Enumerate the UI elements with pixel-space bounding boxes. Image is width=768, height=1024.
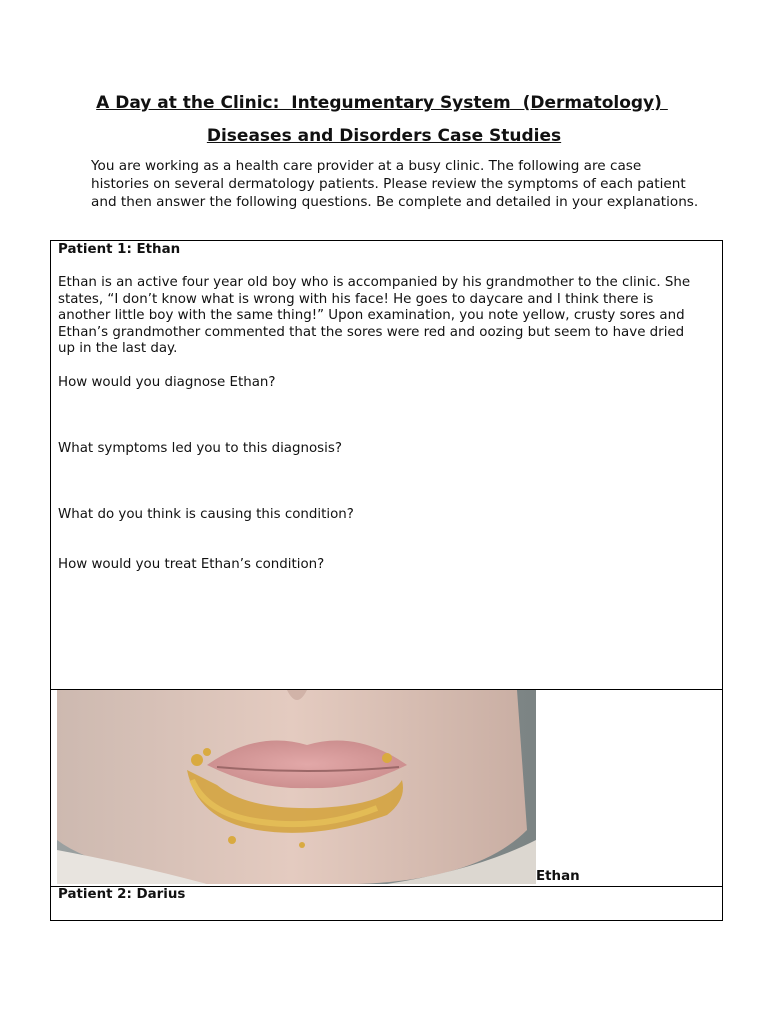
story-line: up in the last day. xyxy=(58,341,178,356)
question-diagnose: How would you diagnose Ethan? xyxy=(58,375,276,390)
intro-paragraph: You are working as a health care provider at a busy clinic. The following are case histories on several dermatology patients. Please review the symptoms of each patient and then answer the following questions. Be complete and detailed in your explanations. xyxy=(91,158,699,210)
document-subtitle: Diseases and Disorders Case Studies xyxy=(206,126,562,146)
story-line: Ethan is an active four year old boy who is accompanied by his grandmother to the clinic. She xyxy=(58,275,691,290)
patient1-story xyxy=(58,275,690,358)
patient1-heading: Patient 1: Ethan xyxy=(58,242,181,257)
question-cause: What do you think is causing this condition? xyxy=(58,507,354,522)
patient1-photo-box xyxy=(50,689,723,887)
story-line: another little boy with the same thing!” Upon examination, you note yellow, crusty sores and xyxy=(58,308,685,323)
patient2-case-box xyxy=(50,886,723,921)
question-treatment: How would you treat Ethan’s condition? xyxy=(58,557,325,572)
patient1-case-box xyxy=(50,240,723,690)
photo-caption: Ethan xyxy=(536,869,580,884)
question-symptoms: What symptoms led you to this diagnosis? xyxy=(58,441,342,456)
story-line: states, “I don’t know what is wrong with his face! He goes to daycare and I think there is xyxy=(58,291,654,307)
document-title: A Day at the Clinic: Integumentary System (Dermatology) xyxy=(96,93,668,113)
patient2-heading: Patient 2: Darius xyxy=(58,887,186,902)
patient-photo xyxy=(57,690,536,884)
story-line: Ethan’s grandmother commented that the sores were red and oozing but seem to have dried xyxy=(58,324,685,340)
